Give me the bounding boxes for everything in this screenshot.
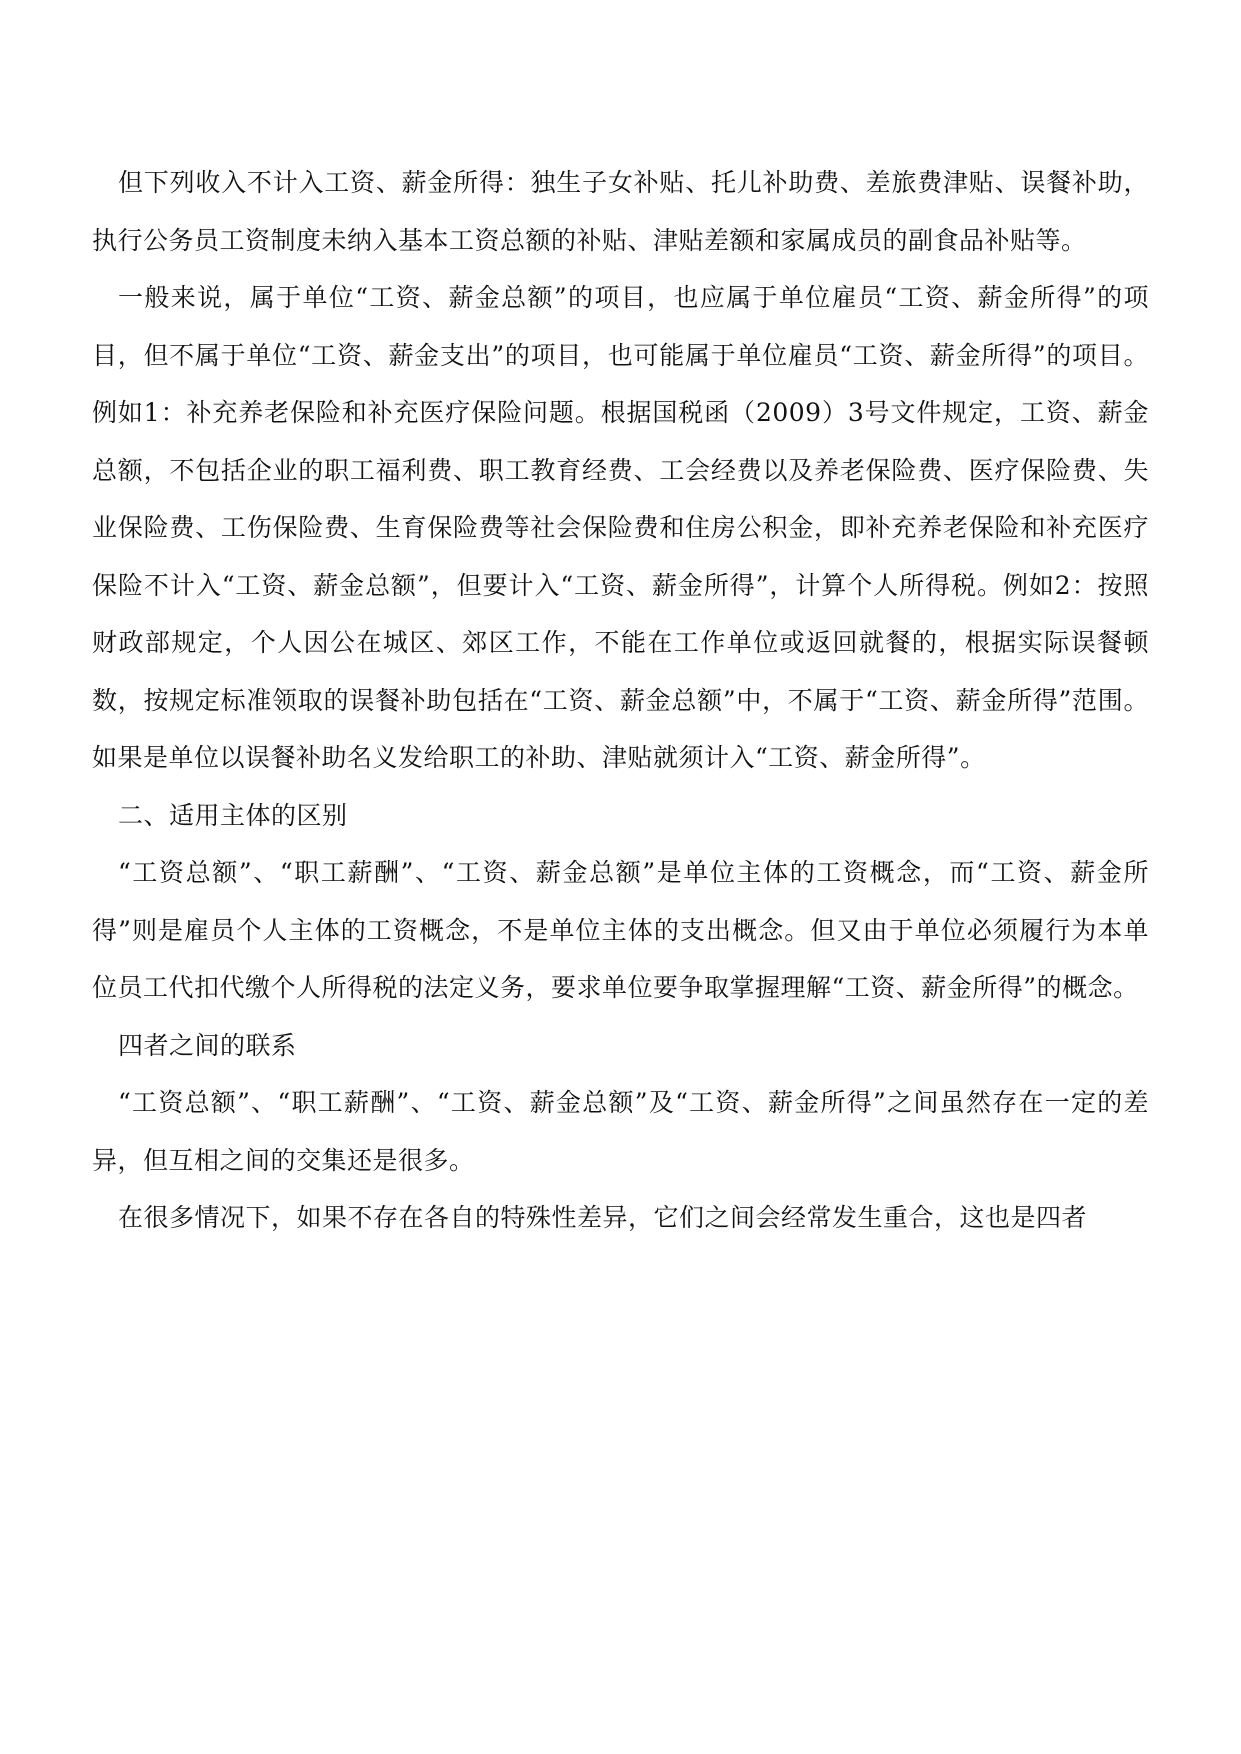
document-body — [92, 154, 1149, 1247]
section-heading-four-relations: 四者之间的联系 — [118, 1030, 297, 1060]
paragraph-overlap: 在很多情况下，如果不存在各自的特殊性差异，它们之间会经常发生重合，这也是四者 — [118, 1203, 1088, 1232]
paragraph-excluded-income: 但下列收入不计入工资、薪金所得：独生子女补贴、托儿补助费、差旅费津贴、误餐补助，执行公务员工资制度未纳入基本工资总额的补贴、津贴差额和家属成员的副食品补贴等。 — [92, 168, 1149, 255]
paragraph-subject-concepts: “工资总额”、“职工薪酬”、“工资、薪金总额”是单位主体的工资概念，而“工资、薪金所得”则是雇员个人主体的工资概念，不是单位主体的支出概念。但又由于单位必须履行为本单位员工代扣代缴个人所得税的法定义务，要求单位要争取掌握理解“工资、薪金所得”的概念。 — [92, 858, 1149, 1002]
paragraph-intersection: “工资总额”、“职工薪酬”、“工资、薪金总额”及“工资、薪金所得”之间虽然存在一定的差异，但互相之间的交集还是很多。 — [92, 1088, 1149, 1175]
paragraph-salary-examples: 一般来说，属于单位“工资、薪金总额”的项目，也应属于单位雇员“工资、薪金所得”的项目，但不属于单位“工资、薪金支出”的项目，也可能属于单位雇员“工资、薪金所得”的项目。例如1：补充养老保险和补充医疗保险问题。根据国税函（2009）3号文件规定，工资、薪金总额，不包括企业的职工福利费、职工教育经费、工会经费以及养老保险费、医疗保险费、失业保险费、工伤保险费、生育保险费等社会保险费和住房公积金，即补充养老保险和补充医疗保险不计入“工资、薪金总额”，但要计入“工资、薪金所得”，计算个人所得税。例如2：按照财政部规定，个人因公在城区、郊区工作，不能在工作单位或返回就餐的，根据实际误餐顿数，按规定标准领取的误餐补助包括在“工资、薪金总额”中，不属于“工资、薪金所得”范围。如果是单位以误餐补助名义发给职工的补助、津贴就须计入“工资、薪金所得”。 — [92, 283, 1149, 772]
section-heading-subject-difference: 二、适用主体的区别 — [118, 800, 348, 830]
